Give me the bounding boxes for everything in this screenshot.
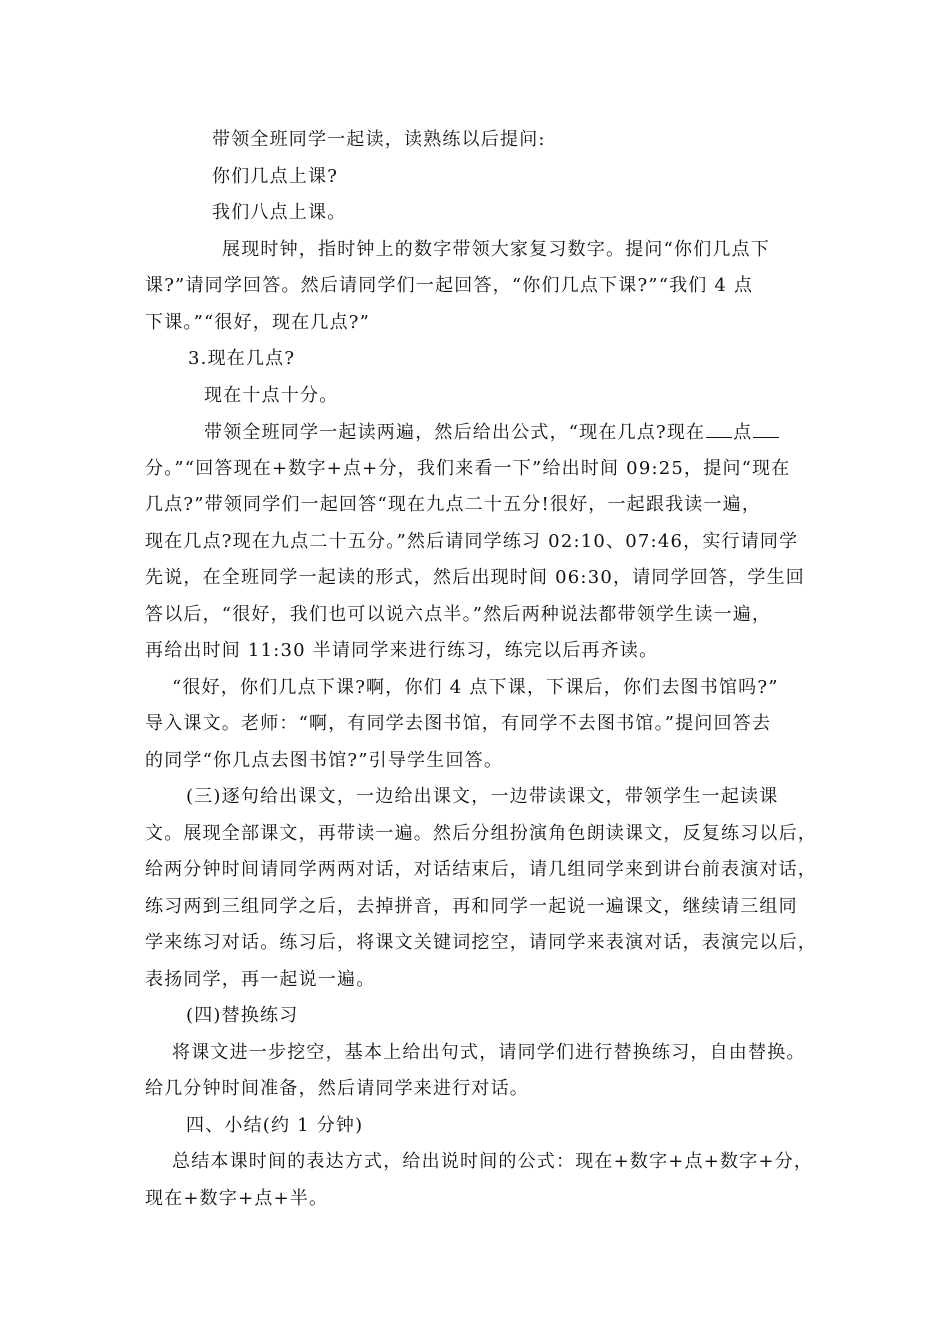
text-line: 先说，在全班同学一起读的形式，然后出现时间 06:30，请同学回答，学生回 (145, 567, 805, 588)
text-line-with-blanks (204, 419, 780, 446)
text-line: “很好，你们几点下课?啊，你们 4 点下课，下课后，你们去图书馆吗?” (172, 677, 779, 698)
text-line: 将课文进一步挖空，基本上给出句式，请同学们进行替换练习，自由替换。 (172, 1042, 806, 1063)
fill-blank (753, 419, 779, 438)
text-line: 我们八点上课。 (212, 202, 347, 223)
text-line: 再给出时间 11:30 半请同学来进行练习，练完以后再齐读。 (145, 640, 659, 661)
text-line: 表扬同学，再一起说一遍。 (145, 969, 376, 990)
section-heading: 3.现在几点? (188, 348, 296, 369)
section-heading: (四)替换练习 (186, 1005, 299, 1026)
text-segment: 带领全班同学一起读两遍，然后给出公式，“现在几点?现在 (204, 422, 706, 443)
text-line: 展现时钟，指时钟上的数字带领大家复习数字。提问“你们几点下 (222, 239, 770, 260)
text-line: 几点?”带领同学们一起回答“现在九点二十五分!很好，一起跟我读一遍， (145, 494, 762, 515)
text-line: 给几分钟时间准备，然后请同学来进行对话。 (145, 1078, 529, 1099)
text-line: 学来练习对话。练习后，将课文关键词挖空，请同学来表演对话，表演完以后， (145, 932, 817, 953)
text-line: 带领全班同学一起读，读熟练以后提问: (212, 129, 546, 150)
text-line: 导入课文。老师：“啊，有同学去图书馆，有同学不去图书馆。”提问回答去 (145, 713, 772, 734)
text-line: 练习两到三组同学之后，去掉拼音，再和同学一起说一遍课文，继续请三组同 (145, 896, 798, 917)
text-line: 现在十点十分。 (204, 385, 339, 406)
section-heading: 四、小结(约 1 分钟) (186, 1115, 364, 1136)
text-line: 课?”请同学回答。然后请同学们一起回答，“你们几点下课?”“我们 4 点 (145, 275, 754, 296)
text-line: 的同学“你几点去图书馆?”引导学生回答。 (145, 750, 504, 771)
section-heading: (三)逐句给出课文，一边给出课文，一边带读课文，带领学生一起读课 (186, 786, 779, 807)
text-line: 答以后，“很好，我们也可以说六点半。”然后两种说法都带领学生读一遍， (145, 604, 772, 625)
text-line: 下课。”“很好，现在几点?” (145, 312, 371, 333)
text-line: 给两分钟时间请同学两两对话，对话结束后，请几组同学来到讲台前表演对话， (145, 859, 817, 880)
fill-blank (706, 419, 732, 438)
text-line: 你们几点上课? (212, 166, 339, 187)
text-line: 文。展现全部课文，再带读一遍。然后分组扮演角色朗读课文，反复练习以后， (145, 823, 817, 844)
text-line: 分。”“回答现在+数字+点+分，我们来看一下”给出时间 09:25，提问“现在 (145, 458, 791, 479)
text-line: 现在+数字+点+半。 (145, 1188, 329, 1209)
text-line: 总结本课时间的表达方式，给出说时间的公式：现在+数字+点+数字+分， (172, 1151, 814, 1172)
text-segment: 点 (733, 422, 753, 443)
text-line: 现在几点?现在九点二十五分。”然后请同学练习 02:10、07:46，实行请同学 (145, 531, 799, 552)
